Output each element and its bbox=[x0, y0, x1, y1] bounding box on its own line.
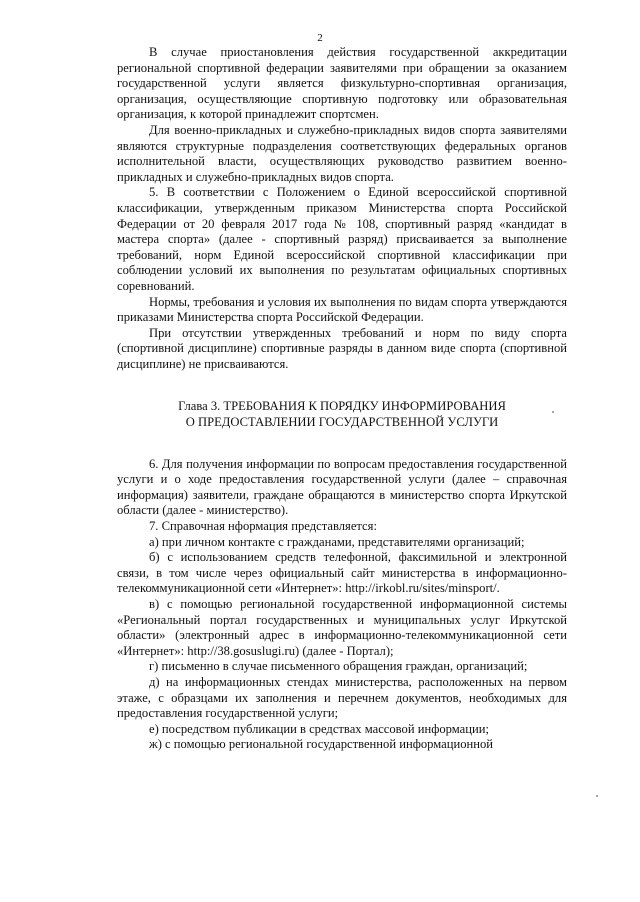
chapter-heading bbox=[117, 399, 567, 430]
chapter-heading-line: Глава 3. ТРЕБОВАНИЯ К ПОРЯДКУ ИНФОРМИРОВАНИЯ bbox=[178, 399, 506, 414]
list-item: г) письменно в случае письменного обращения граждан, организаций; bbox=[149, 659, 528, 674]
paragraph: В случае приостановления действия государственной аккредитации региональной спортивной федерации заявителями при обращении за оказанием государственной услуги является физкультурно-спортивная организация, организация, осуществляющие спортивную подготовку или образовательная организация, к которой принадлежит спортсмен. bbox=[117, 45, 567, 122]
paragraph: При отсутствии утвержденных требований и норм по виду спорта (спортивной дисциплине) спортивные разряды в данном виде спорта (спортивной дисциплине) не присваиваются. bbox=[117, 325, 567, 371]
list-item: е) посредством публикации в средствах массовой информации; bbox=[149, 721, 489, 736]
list-item: б) с использованием средств телефонной, факсимильной и электронной связи, в том числе через официальный сайт министерства в информационно-телекоммуникационной сети «Интернет»: http://irkobl.ru/sites/minsport/. bbox=[117, 550, 567, 596]
list-item: д) на информационных стендах министерства, расположенных на первом этаже, с образцами их заполнения и перечнем документов, необходимых для предоставления государственной услуги; bbox=[117, 674, 567, 721]
paragraph: Для военно-прикладных и служебно-прикладных видов спорта заявителями являются структурные подразделения соответствующих федеральных органов исполнительной власти, осуществляющих руководство развитием военно-прикладных и служебно-прикладных видов спорта. bbox=[117, 122, 567, 184]
list-item: а) при личном контакте с гражданами, представителями организаций; bbox=[149, 534, 525, 549]
scan-speck bbox=[552, 411, 554, 413]
list-item: в) с помощью региональной государственной информационной системы «Региональный портал государственных и муниципальных услуг Иркутской области» (электронный адрес в информационно-телекоммуникационной сети «Интернет»: http://38.gosuslugi.ru) (далее - Портал); bbox=[117, 597, 567, 658]
paragraph: 6. Для получения информации по вопросам предоставления государственной услуги и о ходе предоставления государственной услуги (далее – справочная информация) заявители, граждане обращаются в министерство спорта Иркутской области (далее - министерство). bbox=[117, 456, 567, 518]
page-number: 2 bbox=[317, 32, 323, 44]
paragraph: Нормы, требования и условия их выполнения по видам спорта утверждаются приказами Министерства спорта Российской Федерации. bbox=[117, 294, 567, 325]
list-item: ж) с помощью региональной государственной информационной bbox=[149, 737, 494, 752]
document-body bbox=[117, 45, 567, 753]
chapter-heading-line: О ПРЕДОСТАВЛЕНИИ ГОСУДАРСТВЕННОЙ УСЛУГИ bbox=[185, 415, 499, 430]
paragraph: 7. Справочная нформация представляется: bbox=[149, 519, 377, 534]
scan-speck bbox=[596, 795, 598, 797]
paragraph: 5. В соответствии с Положением о Единой всероссийской спортивной классификации, утвержденным приказом Министерства спорта Российской Федерации от 20 февраля 2017 года № 108, спортивный разряд «кандидат в мастера спорта» (далее - спортивный разряд) присваивается за выполнение требований, норм Единой всероссийской спортивной классификации при соблюдении условий их выполнения по результатам официальных спортивных соревнований. bbox=[117, 185, 567, 293]
